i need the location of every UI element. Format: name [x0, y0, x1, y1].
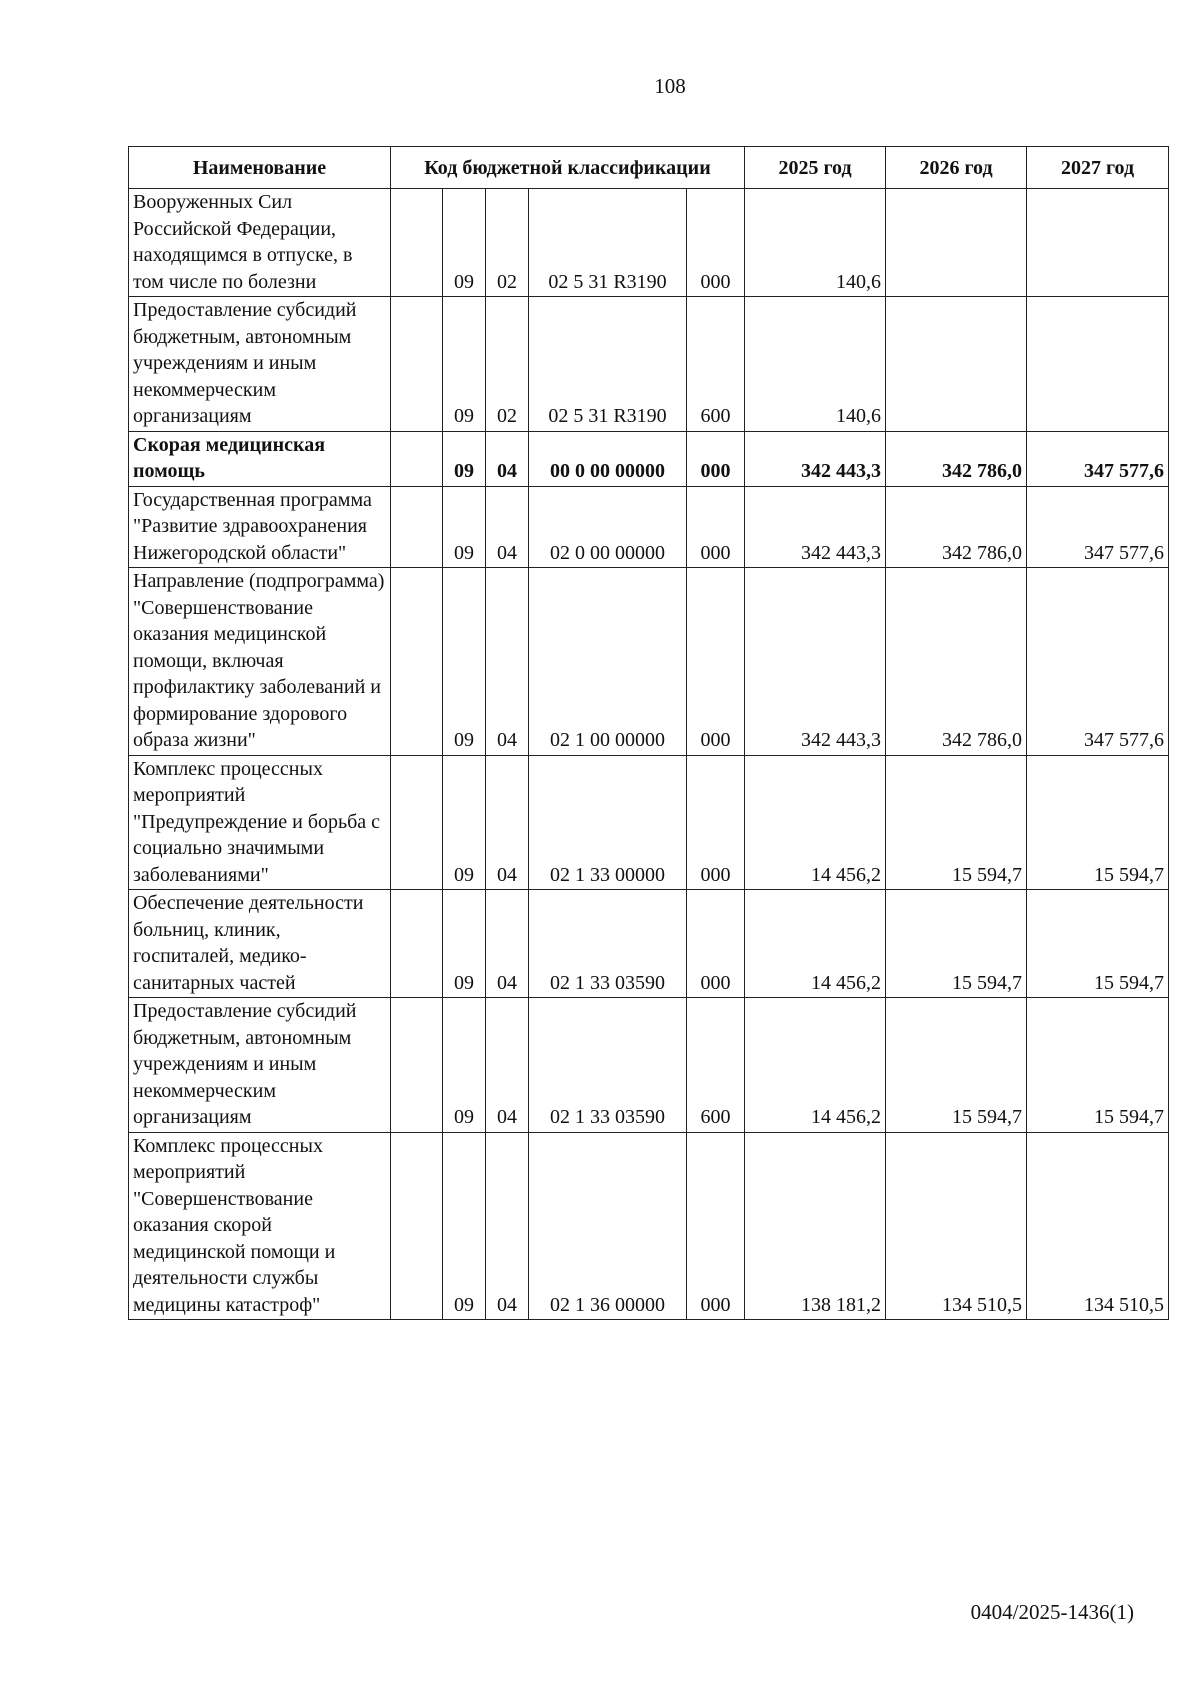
table-row	[129, 486, 1169, 568]
cell-vr: 000	[687, 755, 745, 890]
cell-ved	[391, 297, 443, 432]
cell-2025: 14 456,2	[745, 890, 886, 998]
cell-2027: 347 577,6	[1027, 568, 1169, 756]
cell-2027: 15 594,7	[1027, 890, 1169, 998]
cell-ved	[391, 890, 443, 998]
cell-ved	[391, 755, 443, 890]
cell-rz: 09	[443, 431, 486, 486]
cell-pr: 02	[486, 297, 529, 432]
cell-name: Предоставление субсидий бюджетным, автономным учреждениям и иным некоммерческим организациям	[129, 297, 391, 432]
header-2026: 2026 год	[886, 147, 1027, 189]
cell-2025: 342 443,3	[745, 486, 886, 568]
cell-vr: 600	[687, 998, 745, 1133]
cell-pr: 04	[486, 890, 529, 998]
cell-csr: 02 0 00 00000	[529, 486, 687, 568]
cell-pr: 04	[486, 1132, 529, 1320]
table-header-row	[129, 147, 1169, 189]
cell-vr: 000	[687, 890, 745, 998]
table-row	[129, 431, 1169, 486]
table-row	[129, 1132, 1169, 1320]
cell-ved	[391, 998, 443, 1133]
cell-2026: 15 594,7	[886, 890, 1027, 998]
cell-rz: 09	[443, 486, 486, 568]
cell-2025: 342 443,3	[745, 431, 886, 486]
cell-name: Обеспечение деятельности больниц, клиник, госпиталей, медико-санитарных частей	[129, 890, 391, 998]
table-row	[129, 189, 1169, 297]
header-code: Код бюджетной классификации	[391, 147, 745, 189]
cell-2026: 15 594,7	[886, 998, 1027, 1133]
cell-name: Государственная программа "Развитие здравоохранения Нижегородской области"	[129, 486, 391, 568]
cell-pr: 02	[486, 189, 529, 297]
cell-csr: 02 1 33 00000	[529, 755, 687, 890]
cell-vr: 000	[687, 1132, 745, 1320]
cell-rz: 09	[443, 998, 486, 1133]
cell-name: Предоставление субсидий бюджетным, автономным учреждениям и иным некоммерческим организациям	[129, 998, 391, 1133]
cell-2025: 14 456,2	[745, 755, 886, 890]
cell-rz: 09	[443, 568, 486, 756]
cell-vr: 000	[687, 431, 745, 486]
table-row	[129, 998, 1169, 1133]
cell-2027	[1027, 297, 1169, 432]
cell-csr: 02 5 31 R3190	[529, 297, 687, 432]
cell-ved	[391, 568, 443, 756]
cell-2025: 138 181,2	[745, 1132, 886, 1320]
table-row	[129, 568, 1169, 756]
cell-2027: 134 510,5	[1027, 1132, 1169, 1320]
cell-2027: 15 594,7	[1027, 998, 1169, 1133]
cell-2027: 347 577,6	[1027, 486, 1169, 568]
table-body	[129, 189, 1169, 1320]
cell-2026: 342 786,0	[886, 568, 1027, 756]
cell-rz: 09	[443, 890, 486, 998]
cell-pr: 04	[486, 431, 529, 486]
cell-csr: 00 0 00 00000	[529, 431, 687, 486]
cell-2027: 347 577,6	[1027, 431, 1169, 486]
cell-csr: 02 1 36 00000	[529, 1132, 687, 1320]
table-row	[129, 890, 1169, 998]
cell-csr: 02 1 33 03590	[529, 890, 687, 998]
cell-ved	[391, 1132, 443, 1320]
cell-name: Вооруженных Сил Российской Федерации, находящимся в отпуске, в том числе по болезни	[129, 189, 391, 297]
cell-vr: 000	[687, 568, 745, 756]
document-code: 0404/2025-1436(1)	[970, 1600, 1134, 1624]
cell-2025: 14 456,2	[745, 998, 886, 1133]
header-name: Наименование	[129, 147, 391, 189]
cell-pr: 04	[486, 998, 529, 1133]
table-row	[129, 297, 1169, 432]
cell-rz: 09	[443, 189, 486, 297]
cell-csr: 02 1 00 00000	[529, 568, 687, 756]
cell-2027: 15 594,7	[1027, 755, 1169, 890]
cell-ved	[391, 189, 443, 297]
cell-vr: 000	[687, 189, 745, 297]
cell-ved	[391, 486, 443, 568]
cell-pr: 04	[486, 755, 529, 890]
cell-vr: 000	[687, 486, 745, 568]
cell-2026: 342 786,0	[886, 486, 1027, 568]
budget-table	[128, 146, 1169, 1320]
cell-pr: 04	[486, 568, 529, 756]
cell-2026	[886, 189, 1027, 297]
cell-2026: 15 594,7	[886, 755, 1027, 890]
cell-2025: 140,6	[745, 297, 886, 432]
cell-2026	[886, 297, 1027, 432]
cell-rz: 09	[443, 297, 486, 432]
cell-2027	[1027, 189, 1169, 297]
cell-2025: 342 443,3	[745, 568, 886, 756]
cell-2025: 140,6	[745, 189, 886, 297]
cell-csr: 02 5 31 R3190	[529, 189, 687, 297]
cell-vr: 600	[687, 297, 745, 432]
cell-2026: 342 786,0	[886, 431, 1027, 486]
cell-name: Направление (подпрограмма) "Совершенствование оказания медицинской помощи, включая профилактику заболеваний и формирование здорового образа жизни"	[129, 568, 391, 756]
cell-2026: 134 510,5	[886, 1132, 1027, 1320]
header-2025: 2025 год	[745, 147, 886, 189]
table-row	[129, 755, 1169, 890]
page-number: 108	[654, 74, 686, 98]
cell-rz: 09	[443, 755, 486, 890]
cell-name: Комплекс процессных мероприятий "Предупреждение и борьба с социально значимыми заболеваниями"	[129, 755, 391, 890]
cell-name: Комплекс процессных мероприятий "Совершенствование оказания скорой медицинской помощи и деятельности службы медицины катастроф"	[129, 1132, 391, 1320]
cell-ved	[391, 431, 443, 486]
cell-name: Скорая медицинская помощь	[129, 431, 391, 486]
cell-rz: 09	[443, 1132, 486, 1320]
cell-csr: 02 1 33 03590	[529, 998, 687, 1133]
cell-pr: 04	[486, 486, 529, 568]
header-2027: 2027 год	[1027, 147, 1169, 189]
